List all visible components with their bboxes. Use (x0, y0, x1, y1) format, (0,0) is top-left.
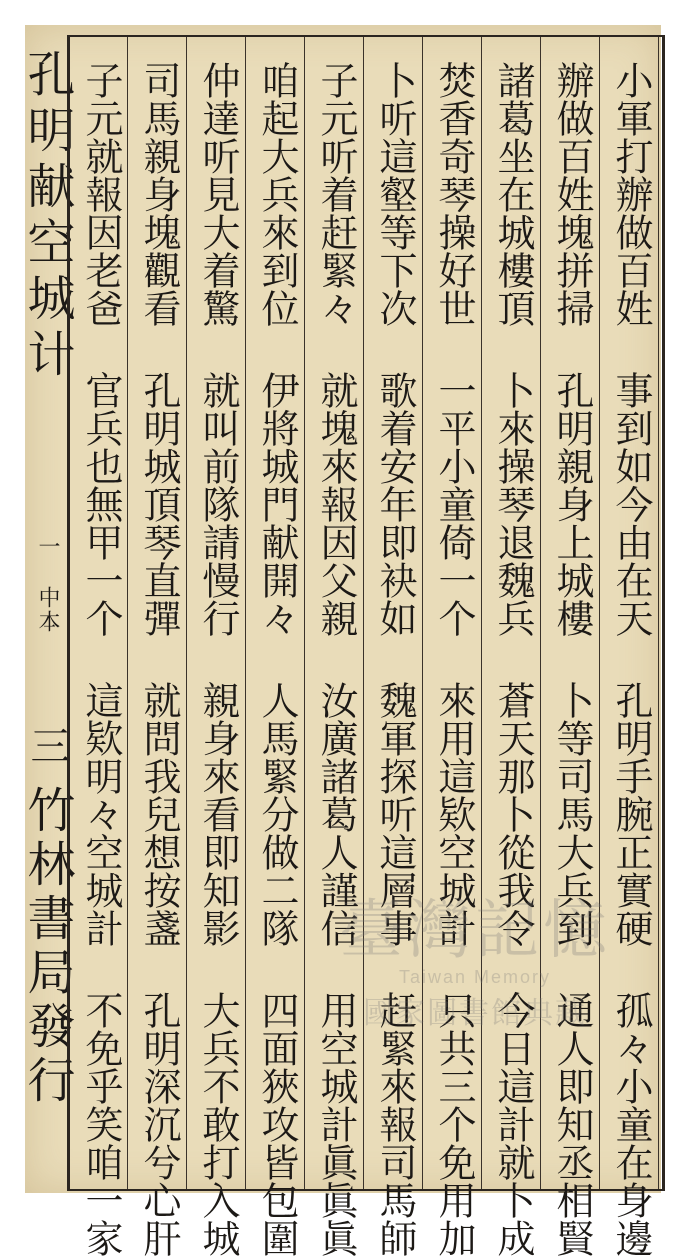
volume-marker: 一 中本 (35, 535, 60, 634)
watermark-institution: 國家圖書館典藏 (363, 996, 587, 1031)
text-frame (67, 35, 665, 1257)
page-number: 三 (24, 725, 70, 765)
book-page (19, 25, 661, 1257)
column-divider (186, 37, 187, 1189)
verse-column: 子元听着赶緊々 就塊來報因父親 汝廣諸葛人謹信 用空城計眞眞眞 (314, 61, 358, 1257)
column-divider (599, 37, 600, 1189)
watermark-english: Taiwan Memory (398, 967, 552, 987)
book-title: 孔明献空城计 (19, 49, 75, 385)
column-divider (481, 37, 482, 1189)
publisher-name: 竹林書局發行 (19, 785, 75, 1109)
verse-column: 諸葛坐在城樓頂 卜來操琴退魏兵 蒼天那卜從我令 今日這計就卜成 (491, 61, 535, 1257)
verse-column: 司馬親身塊觀看 孔明城頂琴直彈 就問我兒想按盞 孔明深沉兮心肝 (137, 61, 181, 1257)
verse-column: 辦做百姓塊拼掃 孔明親身上城樓 卜等司馬大兵到 通人即知丞相賢 (550, 61, 594, 1257)
column-divider (245, 37, 246, 1189)
column-divider (422, 37, 423, 1189)
verse-column: 咱起大兵來到位 伊將城門献開々 人馬緊分做二隊 四面狹攻皆包圍 (255, 61, 299, 1257)
column-divider (127, 37, 128, 1189)
verse-column: 小軍打辦做百姓 事到如今由在天 孔明手腕正實硬 孤々小童在身邊 (609, 61, 653, 1257)
column-divider (363, 37, 364, 1189)
column-divider (658, 37, 659, 1189)
page-margin (19, 35, 75, 1187)
verse-column: 卜听這壑等下次 歌着安年即袂如 魏軍探听這層事 赶緊來報司馬師 (373, 61, 417, 1257)
watermark-logo: 臺灣記憶 (339, 894, 611, 968)
verse-column: 焚香奇琴操好世 一平小童倚一个 來用這欵空城計 只共三个免用加 (432, 61, 476, 1257)
column-divider (304, 37, 305, 1189)
verse-column: 仲達听見大着驚 就叫前隊請慢行 親身來看即知影 大兵不敢打入城 (196, 61, 240, 1257)
verse-column: 子元就報因老爸 官兵也無甲一个 這欵明々空城計 不免乎笑咱一家 (79, 61, 123, 1257)
column-divider (540, 37, 541, 1189)
